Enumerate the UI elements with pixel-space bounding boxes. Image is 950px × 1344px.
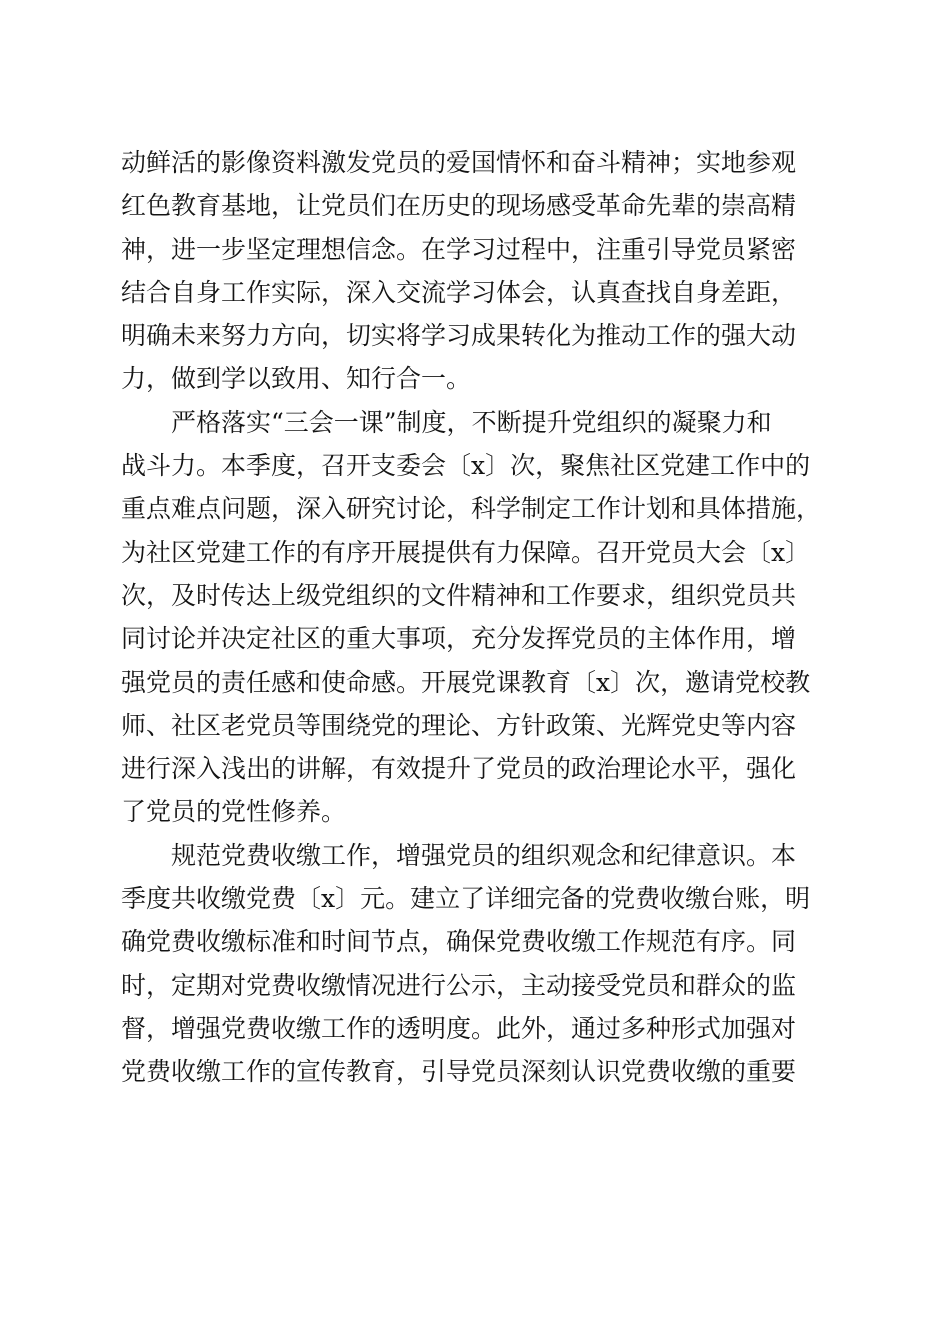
paragraph-line: 次，及时传达上级党组织的文件精神和工作要求，组织党员共: [121, 580, 797, 610]
paragraph-line: 了党员的党性修养。: [121, 797, 347, 827]
paragraph-line: 重点难点问题，深入研究讨论，科学制定工作计划和具体措施，: [121, 494, 822, 524]
paragraph-line: 进行深入浅出的讲解，有效提升了党员的政治理论水平，强化: [121, 754, 797, 784]
paragraph-party-dues: [121, 834, 831, 1094]
paragraph-line: 确党费收缴标准和时间节点，确保党费收缴工作规范有序。同: [121, 927, 797, 957]
paragraph-line: 党费收缴工作的宣传教育，引导党员深刻认识党费收缴的重要: [121, 1057, 797, 1087]
paragraph-three-meetings-one-lesson: [121, 401, 831, 834]
paragraph-line: 督，增强党费收缴工作的透明度。此外，通过多种形式加强对: [121, 1013, 797, 1043]
paragraph-line: 师、社区老党员等围绕党的理论、方针政策、光辉党史等内容: [121, 710, 797, 740]
paragraph-first-line: 规范党费收缴工作，增强党员的组织观念和纪律意识。本: [171, 840, 797, 870]
paragraph-first-line: 严格落实“三会一课”制度，不断提升党组织的凝聚力和: [171, 407, 772, 437]
paragraph-line: 强党员的责任感和使命感。开展党课教育〔x〕次，邀请党校教: [121, 667, 811, 697]
paragraph-line: 力，做到学以致用、知行合一。: [121, 364, 472, 394]
paragraph-line: 时，定期对党费收缴情况进行公示，主动接受党员和群众的监: [121, 970, 797, 1000]
paragraph-line: 同讨论并决定社区的重大事项，充分发挥党员的主体作用，增: [121, 624, 797, 654]
paragraph-line: 神，进一步坚定理想信念。在学习过程中，注重引导党员紧密: [121, 234, 797, 264]
paragraph-line: 结合自身工作实际，深入交流学习体会，认真查找自身差距，: [121, 277, 797, 307]
paragraph-line: 明确未来努力方向，切实将学习成果转化为推动工作的强大动: [121, 321, 797, 351]
paragraph-line: 季度共收缴党费〔x〕元。建立了详细完备的党费收缴台账，明: [121, 884, 811, 914]
body-text: [121, 141, 831, 1094]
paragraph-line: 战斗力。本季度，召开支委会〔x〕次，聚焦社区党建工作中的: [121, 451, 811, 481]
paragraph-line: 动鲜活的影像资料激发党员的爱国情怀和奋斗精神；实地参观: [121, 148, 797, 177]
paragraph-line: 为社区党建工作的有序开展提供有力保障。召开党员大会〔x〕: [121, 537, 811, 567]
paragraph-line: 红色教育基地，让党员们在历史的现场感受革命先辈的崇高精: [121, 191, 797, 221]
paragraph-study-education: [121, 141, 831, 401]
